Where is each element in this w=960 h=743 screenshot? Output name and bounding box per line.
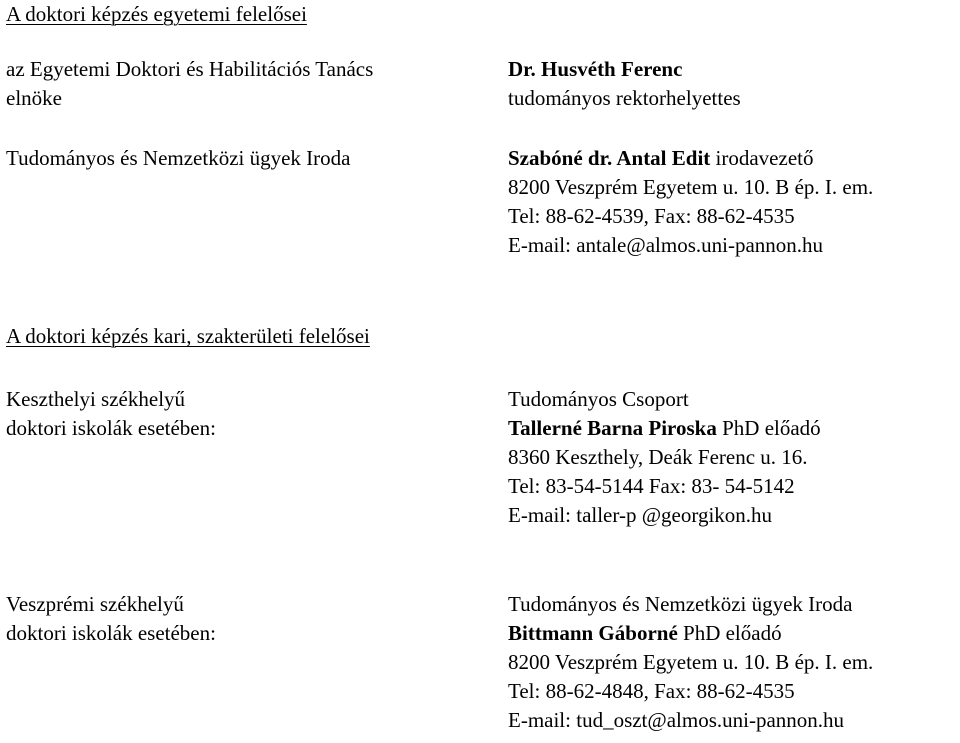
contact-position: tudományos rektorhelyettes (508, 86, 741, 110)
role-label-line-2: elnöke (6, 86, 62, 110)
contact-email: E-mail: tud_oszt@almos.uni-pannon.hu (508, 708, 845, 732)
person-name: Tallerné Barna Piroska (508, 416, 717, 440)
section-heading-faculty: A doktori képzés kari, szakterületi felelősei (6, 324, 370, 348)
contact-address: 8360 Keszthely, Deák Ferenc u. 16. (508, 445, 808, 469)
person-name: Szabóné dr. Antal Edit (508, 146, 711, 170)
contact-address: 8200 Veszprém Egyetem u. 10. B ép. I. em. (508, 175, 874, 199)
contact-name (508, 619, 782, 648)
contact-email: E-mail: antale@almos.uni-pannon.hu (508, 233, 824, 257)
person-name: Dr. Husvéth Ferenc (508, 57, 683, 81)
contact-email: E-mail: taller-p @georgikon.hu (508, 503, 773, 527)
contact-address: 8200 Veszprém Egyetem u. 10. B ép. I. em. (508, 650, 874, 674)
section-heading-university: A doktori képzés egyetemi felelősei (6, 2, 307, 26)
contact-title: PhD előadó (716, 416, 821, 440)
office-label: Tudományos és Nemzetközi ügyek Iroda (6, 146, 351, 170)
contact-unit: Tudományos Csoport (508, 387, 689, 411)
contact-phone-fax: Tel: 83-54-5144 Fax: 83- 54-5142 (508, 474, 795, 498)
school-label-line-1: Keszthelyi székhelyű (6, 387, 186, 411)
contact-phone-fax: Tel: 88-62-4539, Fax: 88-62-4535 (508, 204, 795, 228)
school-label-line-2: doktori iskolák esetében: (6, 621, 216, 645)
contact-name (508, 414, 821, 443)
contact-name (508, 55, 682, 84)
contact-phone-fax: Tel: 88-62-4848, Fax: 88-62-4535 (508, 679, 795, 703)
school-label-line-2: doktori iskolák esetében: (6, 416, 216, 440)
role-label-line-1: az Egyetemi Doktori és Habilitációs Tanács (6, 57, 374, 81)
contact-title: irodavezető (710, 146, 814, 170)
person-name: Bittmann Gáborné (508, 621, 678, 645)
contact-name (508, 144, 813, 173)
contact-title: PhD előadó (677, 621, 782, 645)
contact-unit: Tudományos és Nemzetközi ügyek Iroda (508, 592, 853, 616)
school-label-line-1: Veszprémi székhelyű (6, 592, 184, 616)
